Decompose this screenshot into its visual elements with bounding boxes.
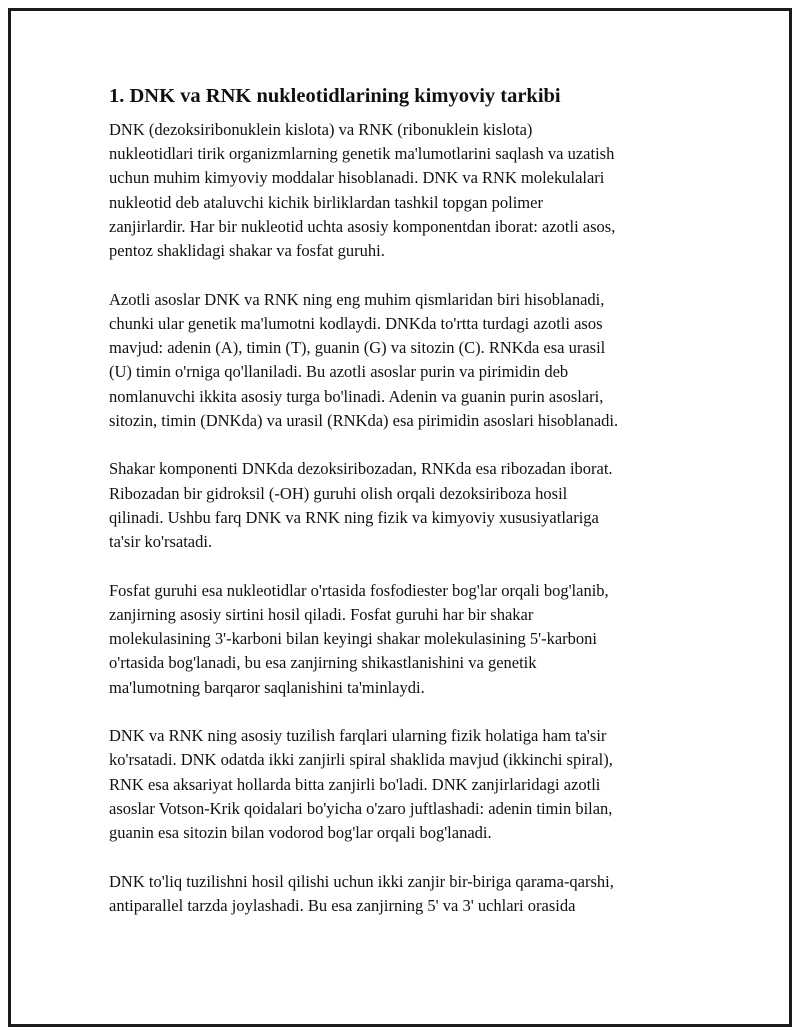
text-line: nukleotid deb ataluvchi kichik birliklardan tashkil topgan polimer bbox=[109, 192, 543, 212]
text-line: Ribozadan bir gidroksil (-OH) guruhi olish orqali dezoksiriboza hosil bbox=[109, 483, 568, 503]
text-line: zanjirlardir. Har bir nukleotid uchta asosiy komponentdan iborat: azotli asos, bbox=[109, 216, 616, 236]
paragraph-structural-differences bbox=[109, 724, 694, 845]
text-line: uchun muhim kimyoviy moddalar hisoblanadi. DNK va RNK molekulalari bbox=[109, 168, 605, 188]
paragraph-nitrogen-bases bbox=[109, 288, 694, 433]
paragraph-phosphate-group bbox=[109, 579, 694, 700]
text-line: ta'sir ko'rsatadi. bbox=[109, 532, 213, 552]
document-title: 1. DNK va RNK nukleotidlarining kimyoviy tarkibi bbox=[109, 85, 561, 107]
text-line: ko'rsatadi. DNK odatda ikki zanjirli spiral shaklida mavjud (ikkinchi spiral), bbox=[109, 750, 613, 770]
text-line: antiparallel tarzda joylashadi. Bu esa zanjirning 5' va 3' uchlari orasida bbox=[109, 895, 576, 915]
text-line: nomlanuvchi ikkita asosiy turga bo'linadi. Adenin va guanin purin asoslari, bbox=[109, 386, 604, 406]
text-line: chunki ular genetik ma'lumotni kodlaydi. DNKda to'rtta turdagi azotli asos bbox=[109, 313, 603, 333]
text-line: Fosfat guruhi esa nukleotidlar o'rtasida fosfodiester bog'lar orqali bog'lanib, bbox=[109, 580, 609, 600]
text-line: sitozin, timin (DNKda) va urasil (RNKda) esa pirimidin asoslari hisoblanadi. bbox=[109, 410, 619, 430]
document-body bbox=[109, 82, 694, 943]
text-line: Azotli asoslar DNK va RNK ning eng muhim qismlaridan biri hisoblanadi, bbox=[109, 289, 605, 309]
paragraph-sugar-component bbox=[109, 457, 694, 554]
text-line: mavjud: adenin (A), timin (T), guanin (G) va sitozin (C). RNKda esa urasil bbox=[109, 338, 606, 358]
paragraph-intro bbox=[109, 118, 694, 263]
text-line: zanjirning asosiy sirtini hosil qiladi. Fosfat guruhi har bir shakar bbox=[109, 604, 534, 624]
text-line: molekulasining 3'-karboni bilan keyingi shakar molekulasining 5'-karboni bbox=[109, 629, 598, 649]
text-line: DNK to'liq tuzilishni hosil qilishi uchun ikki zanjir bir-biriga qarama-qarshi, bbox=[109, 871, 614, 891]
text-line: ma'lumotning barqaror saqlanishini ta'minlaydi. bbox=[109, 677, 425, 697]
text-line: DNK va RNK ning asosiy tuzilish farqlari ularning fizik holatiga ham ta'sir bbox=[109, 726, 607, 746]
text-line: (U) timin o'rniga qo'llaniladi. Bu azotli asoslar purin va pirimidin deb bbox=[109, 362, 569, 382]
text-line: guanin esa sitozin bilan vodorod bog'lar orqali bog'lanadi. bbox=[109, 823, 492, 843]
text-line: asoslar Votson-Krik qoidalari bo'yicha o'zaro juftlashadi: adenin timin bilan, bbox=[109, 798, 613, 818]
text-line: nukleotidlari tirik organizmlarning genetik ma'lumotlarini saqlash va uzatish bbox=[109, 144, 615, 164]
text-line: o'rtasida bog'lanadi, bu esa zanjirning shikastlanishini va genetik bbox=[109, 653, 537, 673]
text-line: Shakar komponenti DNKda dezoksiribozadan, RNKda esa ribozadan iborat. bbox=[109, 459, 613, 479]
text-line: RNK esa aksariyat hollarda bitta zanjirli bo'ladi. DNK zanjirlaridagi azotli bbox=[109, 774, 601, 794]
text-line: qilinadi. Ushbu farq DNK va RNK ning fizik va kimyoviy xususiyatlariga bbox=[109, 507, 599, 527]
text-line: DNK (dezoksiribonuklein kislota) va RNK (ribonuklein kislota) bbox=[109, 120, 533, 139]
paragraph-antiparallel bbox=[109, 870, 694, 918]
text-line: pentoz shaklidagi shakar va fosfat guruhi. bbox=[109, 241, 385, 261]
